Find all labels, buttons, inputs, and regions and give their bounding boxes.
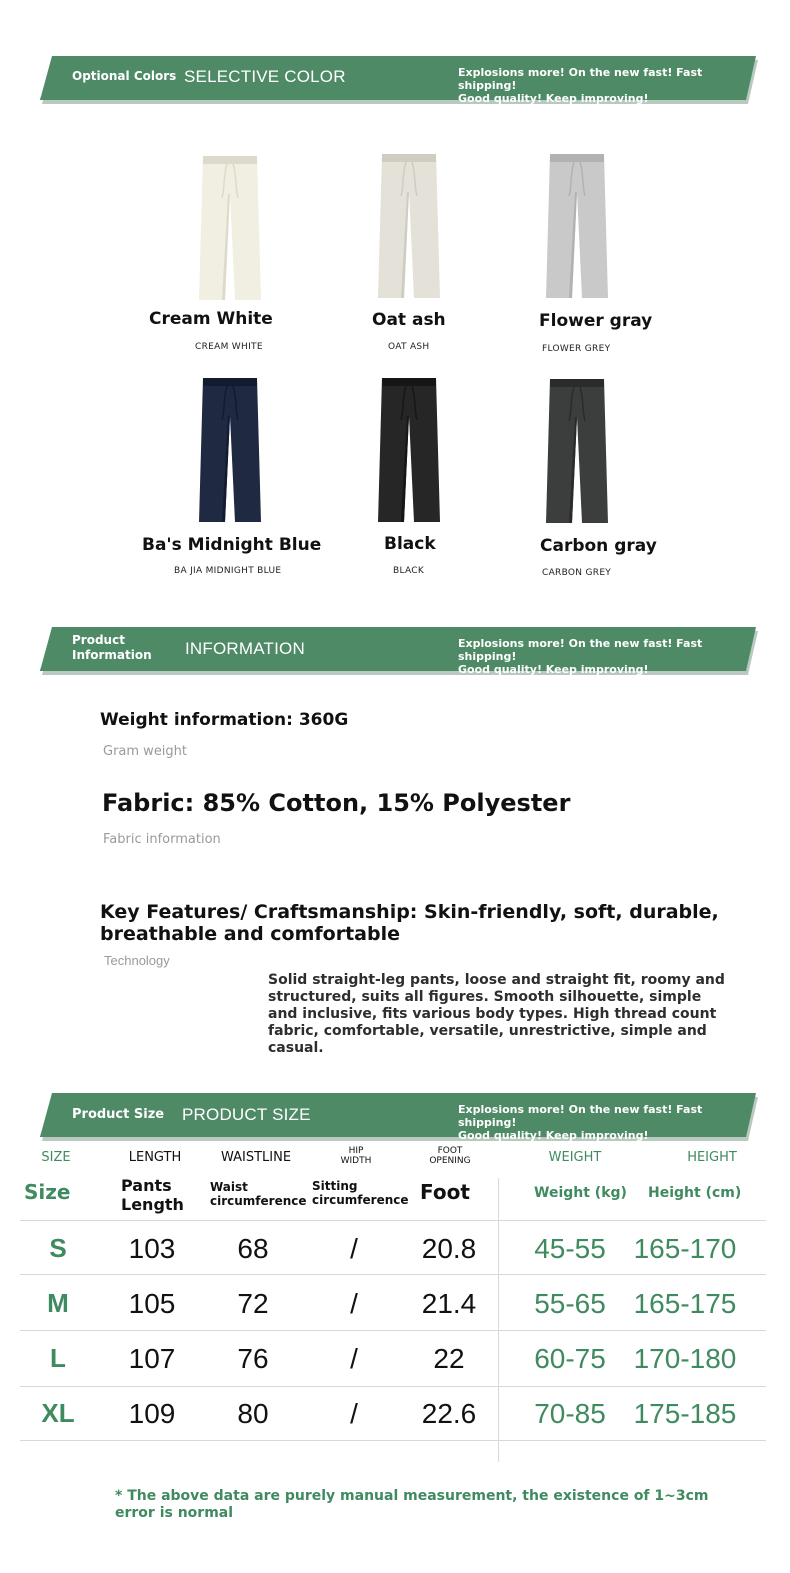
- measurement-note: * The above data are purely manual measurement, the existence of 1~3cm error is normal: [115, 1488, 709, 1521]
- subheader-foot: Foot: [420, 1180, 470, 1204]
- subheader-height: Height (cm): [648, 1185, 742, 1201]
- cell-hip: /: [350, 1288, 358, 1319]
- pants-image: [374, 376, 444, 526]
- subheader-hip-line-1: Sitting: [312, 1179, 358, 1193]
- banner-promo-line-2: Good quality! Keep improving!: [458, 663, 649, 676]
- header-hip-line-1: HIP: [348, 1146, 364, 1156]
- pants-image: [195, 154, 265, 304]
- header-waistline: WAISTLINE: [220, 1150, 292, 1165]
- cell-waist: 72: [237, 1288, 269, 1319]
- banner-promo-line-2: Good quality! Keep improving!: [458, 1129, 649, 1142]
- header-hip-width: [326, 1146, 386, 1166]
- cell-height: 175-185: [633, 1398, 737, 1429]
- subheader-hip-line-2: circumference: [312, 1193, 409, 1207]
- row-divider: [20, 1274, 766, 1275]
- weight-title: Weight information: 360G: [100, 710, 349, 730]
- subheader-waist-line-1: Waist: [210, 1180, 248, 1194]
- cell-size: XL: [41, 1398, 75, 1428]
- cell-height: 170-180: [633, 1343, 737, 1374]
- cell-length: 103: [128, 1233, 176, 1264]
- color-name: Black: [384, 534, 436, 554]
- fabric-subtitle: Fabric information: [103, 832, 221, 847]
- color-name: Flower gray: [539, 311, 653, 331]
- color-code: OAT ASH: [388, 342, 430, 352]
- banner-big-title: SELECTIVE COLOR: [184, 67, 346, 86]
- features-title-line-1: Key Features/ Craftsmanship: Skin-friendly, soft, durable,: [100, 901, 719, 923]
- header-foot-line-1: FOOT: [437, 1146, 463, 1156]
- cell-hip: /: [350, 1233, 358, 1264]
- row-divider: [20, 1220, 766, 1221]
- banner-promo-line-1: Explosions more! On the new fast! Fast shipping!: [458, 1103, 703, 1129]
- cell-weight: 60-75: [534, 1343, 606, 1374]
- color-code: BA JIA MIDNIGHT BLUE: [174, 566, 282, 576]
- header-foot-line-2: OPENING: [429, 1156, 471, 1166]
- subheader-waist-line-2: circumference: [210, 1194, 307, 1208]
- cell-foot: 20.8: [421, 1233, 477, 1264]
- cell-waist: 76: [237, 1343, 269, 1374]
- subheader-length-line-2: Length: [121, 1195, 184, 1214]
- cell-height: 165-175: [633, 1288, 737, 1319]
- pants-image: [542, 152, 612, 302]
- header-foot-opening: [418, 1146, 482, 1166]
- subheader-hip: [312, 1179, 409, 1207]
- color-name: Ba's Midnight Blue: [142, 535, 322, 555]
- header-size: SIZE: [41, 1150, 71, 1165]
- color-name: Cream White: [149, 309, 273, 329]
- cell-weight: 70-85: [534, 1398, 606, 1429]
- cell-size: S: [49, 1233, 67, 1263]
- subheader-length-line-1: Pants: [121, 1176, 172, 1195]
- product-size-banner: [40, 1093, 756, 1142]
- color-code: CARBON GREY: [542, 568, 612, 578]
- row-divider: [20, 1330, 766, 1331]
- cell-waist: 68: [237, 1233, 269, 1264]
- cell-waist: 80: [237, 1398, 269, 1429]
- features-title-line-2: breathable and comfortable: [100, 923, 400, 945]
- banner-big-title: PRODUCT SIZE: [182, 1105, 311, 1124]
- cell-foot: 22: [433, 1343, 465, 1374]
- cell-foot: 21.4: [421, 1288, 477, 1319]
- weight-subtitle: Gram weight: [103, 744, 188, 759]
- cell-size: M: [47, 1288, 69, 1318]
- features-title: [100, 901, 719, 945]
- banner-promo-line-2: Good quality! Keep improving!: [458, 92, 649, 105]
- pants-image: [542, 377, 612, 527]
- pants-image: [374, 152, 444, 302]
- banner-small-title: Optional Colors: [72, 69, 177, 83]
- subheader-length: [121, 1176, 184, 1214]
- cell-length: 107: [128, 1343, 176, 1374]
- header-height: HEIGHT: [687, 1150, 737, 1165]
- pants-image: [195, 376, 265, 526]
- header-length: LENGTH: [128, 1150, 182, 1165]
- cell-length: 105: [128, 1288, 176, 1319]
- cell-hip: /: [350, 1398, 358, 1429]
- features-subtitle: Technology: [104, 953, 170, 968]
- color-code: CREAM WHITE: [195, 342, 263, 352]
- color-name: Oat ash: [372, 310, 446, 330]
- row-divider: [20, 1440, 766, 1441]
- subheader-waist: [210, 1180, 307, 1208]
- cell-height: 165-170: [633, 1233, 737, 1264]
- banner-promo-line-1: Explosions more! On the new fast! Fast shipping!: [458, 66, 703, 92]
- banner-promo: [458, 637, 756, 676]
- banner-small-title: [72, 633, 152, 663]
- banner-promo: [458, 1103, 756, 1142]
- selective-color-banner: [40, 56, 756, 105]
- header-hip-line-2: WIDTH: [340, 1156, 372, 1166]
- cell-size: L: [50, 1343, 66, 1373]
- fabric-title: Fabric: 85% Cotton, 15% Polyester: [102, 789, 571, 817]
- banner-promo: [458, 66, 756, 105]
- cell-weight: 55-65: [534, 1288, 606, 1319]
- header-weight: WEIGHT: [548, 1150, 602, 1165]
- banner-big-title: INFORMATION: [185, 639, 305, 658]
- product-information-banner: [40, 627, 756, 676]
- cell-foot: 22.6: [421, 1398, 477, 1429]
- color-name: Carbon gray: [540, 536, 657, 556]
- banner-promo-line-1: Explosions more! On the new fast! Fast shipping!: [458, 637, 703, 663]
- subheader-size: Size: [24, 1180, 71, 1204]
- cell-hip: /: [350, 1343, 358, 1374]
- subheader-weight: Weight (kg): [534, 1185, 627, 1201]
- color-code: BLACK: [393, 566, 425, 576]
- cell-length: 109: [128, 1398, 176, 1429]
- row-divider: [20, 1386, 766, 1387]
- product-description: Solid straight-leg pants, loose and straight fit, roomy and structured, suits all figures. Smooth silhouette, simple and inclusive, fits various body types. High thread count fabric, comfortable, versatile, unrestrictive, simple and casual.: [268, 972, 725, 1056]
- banner-small-title-line-2: Information: [72, 648, 152, 662]
- banner-small-title: Product Size: [72, 1107, 165, 1122]
- color-code: FLOWER GREY: [542, 344, 611, 354]
- banner-small-title-line-1: Product: [72, 633, 125, 647]
- cell-weight: 45-55: [534, 1233, 606, 1264]
